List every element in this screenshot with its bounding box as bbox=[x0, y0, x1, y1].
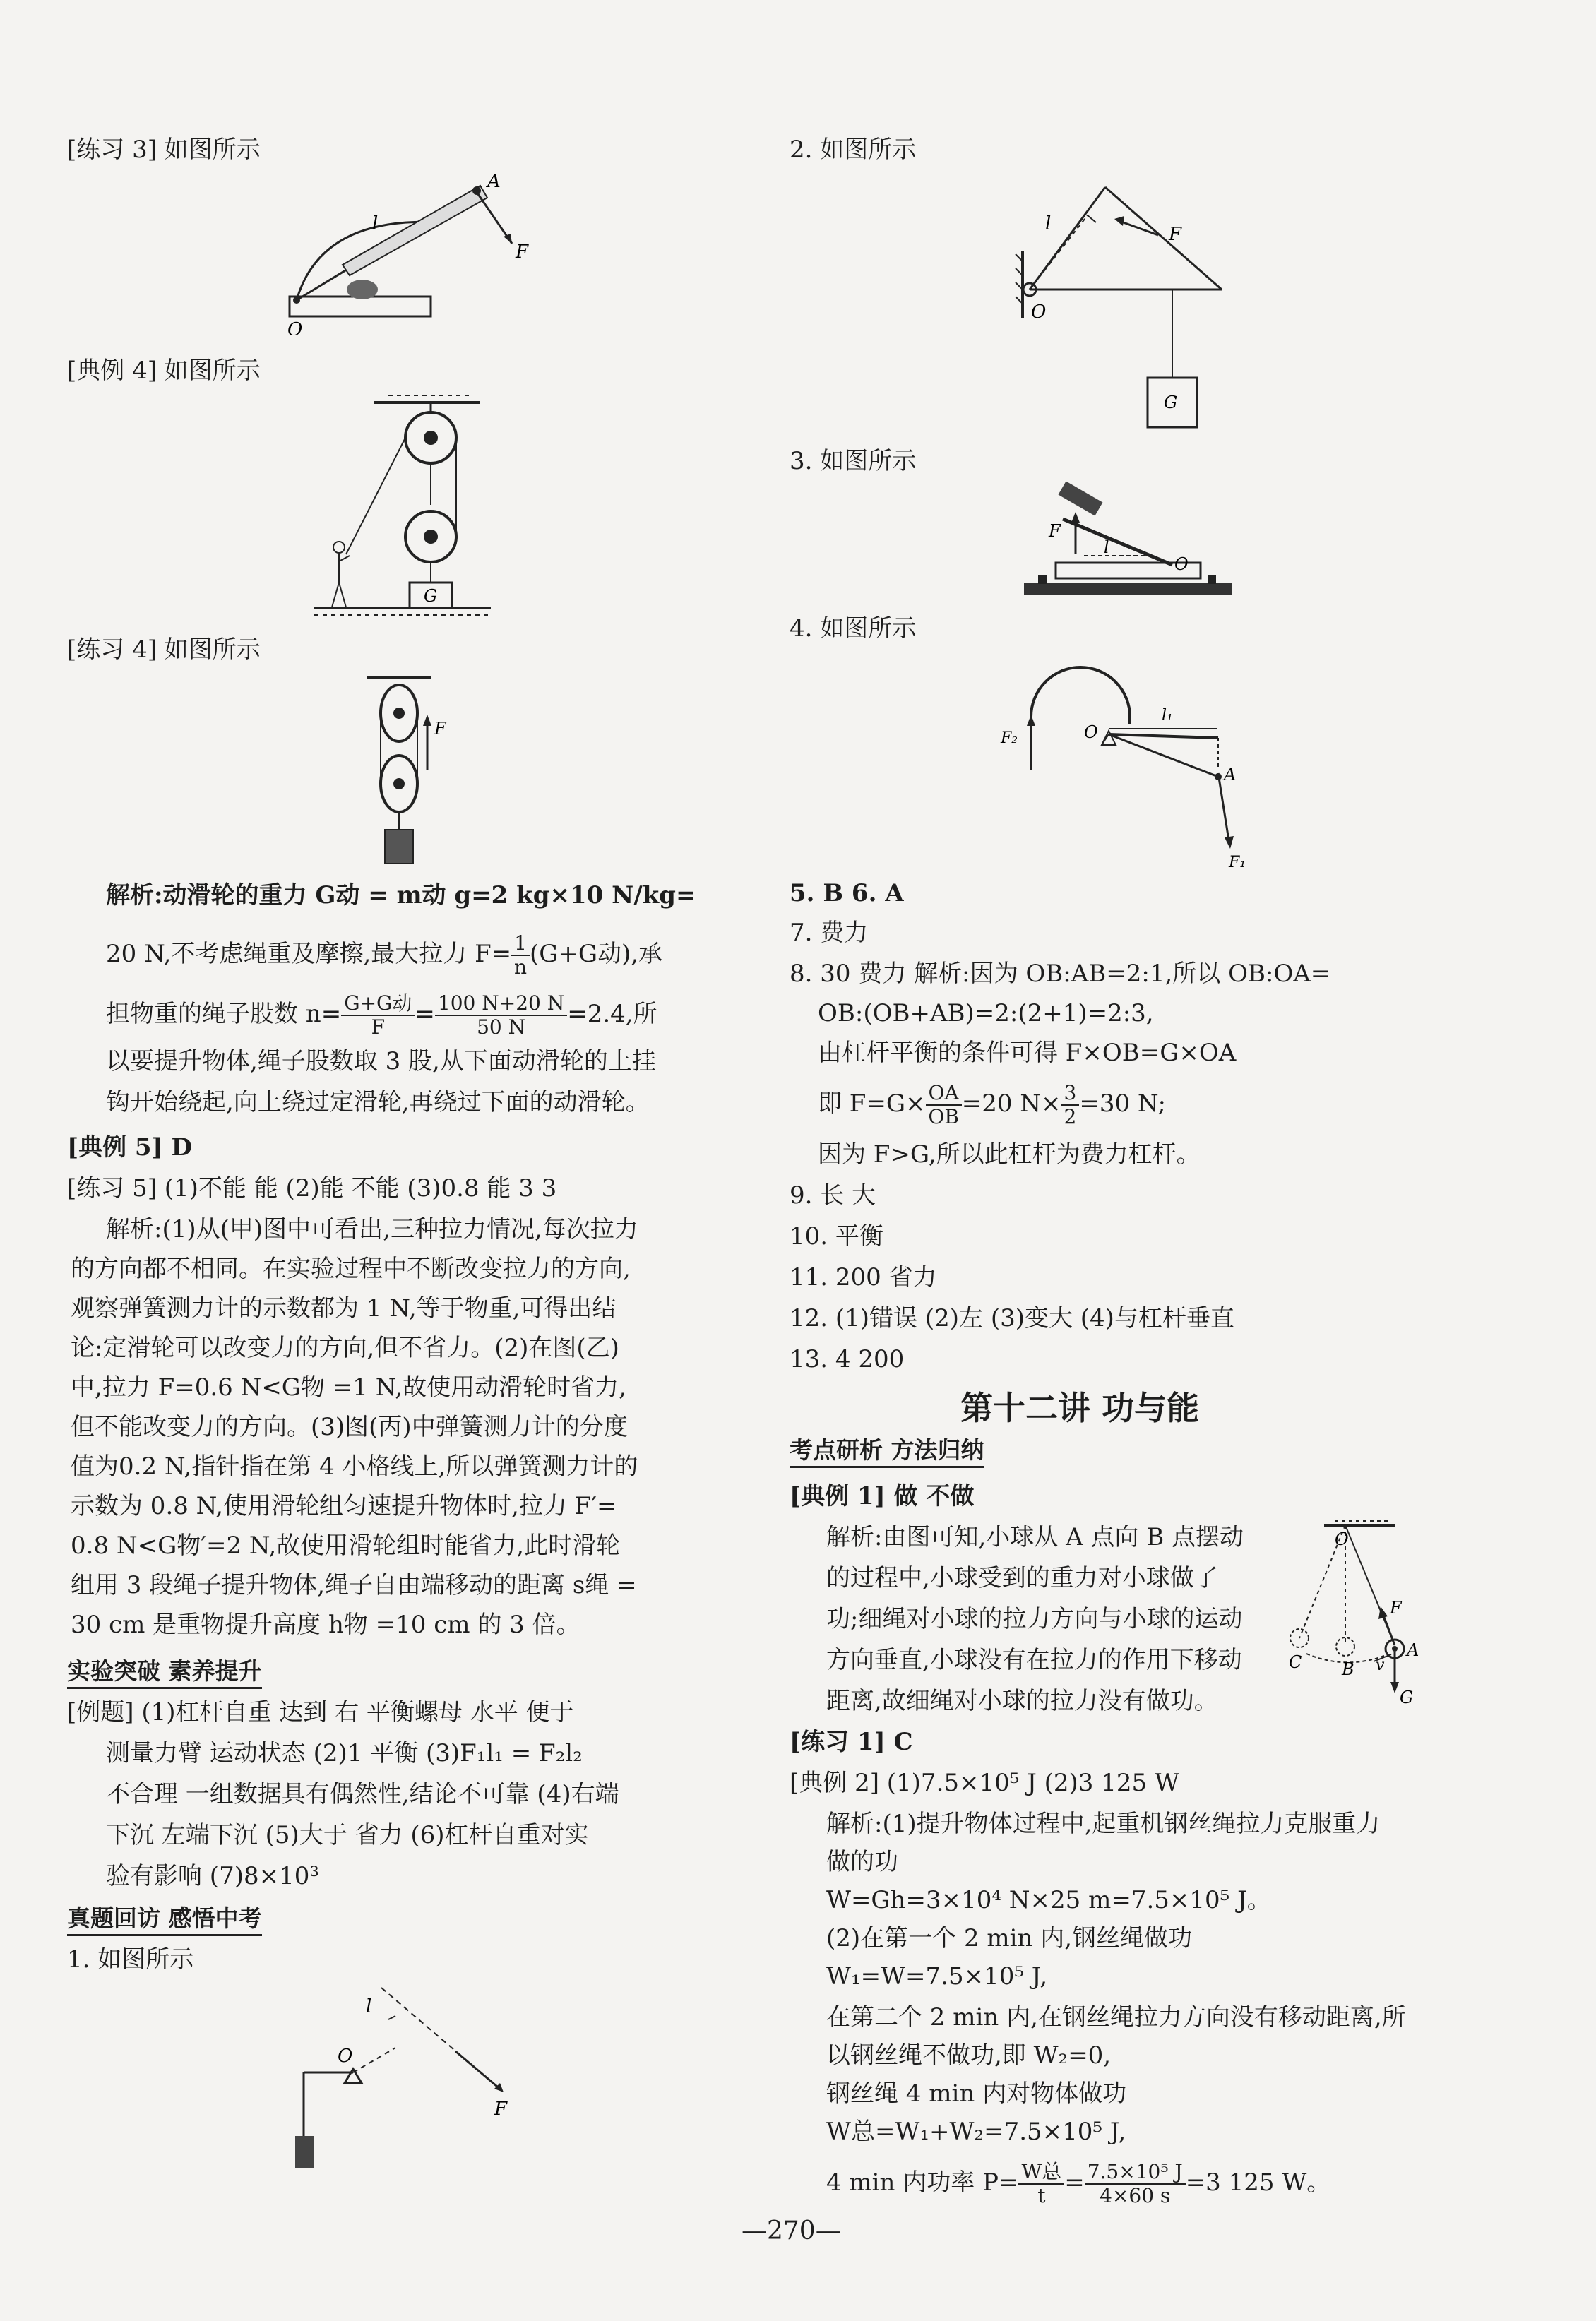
example-line: [例题] (1)杠杆自重 达到 右 平衡螺母 水平 便于 bbox=[67, 1698, 574, 1726]
analysis-power-line: (2)在第一个 2 min 内,钢丝绳做功 bbox=[826, 1924, 1193, 1952]
analysis-power-line: 在第二个 2 min 内,在钢丝绳拉力方向没有移动距离,所 bbox=[826, 2003, 1406, 2031]
analysis-pendulum-line: 功;细绳对小球的拉力方向与小球的运动 bbox=[826, 1605, 1243, 1633]
answer-8-line-5: 因为 F>G,所以此杠杆为费力杠杆。 bbox=[818, 1140, 1201, 1169]
fig-label-C: C bbox=[1289, 1652, 1302, 1672]
example-line: 测量力臂 运动状态 (2)1 平衡 (3)F₁l₁ = F₂l₂ bbox=[106, 1739, 583, 1767]
analysis-pendulum-line: 方向垂直,小球没有在拉力的作用下移动 bbox=[826, 1646, 1242, 1674]
figure-pulley-practice-4 bbox=[353, 671, 466, 876]
analysis-5-line: 值为0.2 N,指针指在第 4 小格线上,所以弹簧测力计的 bbox=[71, 1452, 638, 1481]
fig-label-l: l bbox=[372, 213, 379, 234]
fig-label-O: O bbox=[338, 2046, 353, 2067]
fig-label-F: F bbox=[1169, 224, 1182, 245]
answer-9: 9. 长 大 bbox=[790, 1181, 876, 1210]
section-heading-study: 考点研析 方法归纳 bbox=[790, 1435, 984, 1468]
analysis-power-line: 以钢丝绳不做功,即 W₂=0, bbox=[826, 2041, 1112, 2070]
figure-lever-question-3 bbox=[1020, 477, 1239, 611]
fraction-oa-over-ob: $\frac{OA}{OB}$ bbox=[926, 1082, 962, 1128]
analysis-4-line-2: 20 N,不考虑绳重及摩擦,最大拉力 F= $\frac{1}{n}$ (G+G动),承 bbox=[106, 931, 663, 979]
question-3-label: 3. 如图所示 bbox=[790, 447, 917, 475]
fig-label-l: l bbox=[1104, 537, 1109, 557]
analysis-5-line: 但不能改变力的方向。(3)图(丙)中弹簧测力计的分度 bbox=[71, 1413, 628, 1441]
section-heading-experiment: 实验突破 素养提升 bbox=[67, 1656, 262, 1689]
fig-label-A: A bbox=[1224, 765, 1237, 784]
figure-lever-question-1 bbox=[290, 1984, 523, 2175]
analysis-5-line: 解析:(1)从(甲)图中可看出,三种拉力情况,每次拉力 bbox=[106, 1215, 638, 1243]
fig-label-v: v bbox=[1376, 1657, 1385, 1674]
answer-13: 13. 4 200 bbox=[790, 1345, 905, 1373]
analysis-4-line-1: 解析:动滑轮的重力 G动 = m动 g=2 kg×10 N/kg= bbox=[106, 881, 696, 909]
fig-label-F: F bbox=[516, 241, 529, 263]
analysis-power-line: 钢丝绳 4 min 内对物体做功 bbox=[826, 2080, 1127, 2108]
fraction-3-over-2: $\frac{3}{2}$ bbox=[1061, 1082, 1080, 1128]
analysis-power-line: W₁=W=7.5×10⁵ J, bbox=[826, 1962, 1048, 1991]
fig-label-l: l bbox=[366, 1996, 372, 2017]
analysis-5-line: 中,拉力 F=0.6 N<G物 =1 N,故使用动滑轮时省力, bbox=[71, 1373, 626, 1402]
answer-8-line-4: 即 F=G× $\frac{OA}{OB}$ =20 N× $\frac{3}{2}$ =30 N; bbox=[818, 1081, 1166, 1128]
fig-label-F: F bbox=[1390, 1598, 1402, 1618]
analysis-5-line: 观察弹簧测力计的示数都为 1 N,等于物重,可得出结 bbox=[71, 1294, 617, 1323]
fraction-w-over-t: $\frac{\text{W总}}{t}$ bbox=[1018, 2161, 1064, 2207]
analysis-power-line: 解析:(1)提升物体过程中,起重机钢丝绳拉力克服重力 bbox=[826, 1810, 1381, 1838]
section-heading-review: 真题回访 感悟中考 bbox=[67, 1903, 262, 1936]
figure-pendulum bbox=[1285, 1518, 1427, 1709]
example-line: 验有影响 (7)8×10³ bbox=[106, 1862, 319, 1890]
figure-lever-practice-3 bbox=[279, 166, 554, 335]
figure-pulley-example-4 bbox=[311, 392, 494, 625]
analysis-pendulum-line: 的过程中,小球受到的重力对小球做了 bbox=[826, 1564, 1218, 1592]
fig-label-F1: F₁ bbox=[1229, 854, 1246, 871]
example-5-answer: [典例 5] D bbox=[67, 1133, 192, 1162]
analysis-5-line: 示数为 0.8 N,使用滑轮组匀速提升物体时,拉力 F′= bbox=[71, 1492, 617, 1520]
fig-label-l: l bbox=[1045, 213, 1052, 234]
chapter-title: 第十二讲 功与能 bbox=[960, 1389, 1200, 1427]
fig-label-F: F bbox=[494, 2099, 508, 2120]
example-line: 下沉 左端下沉 (5)大于 省力 (6)杠杆自重对实 bbox=[106, 1821, 589, 1849]
fig-label-l1: l₁ bbox=[1162, 707, 1173, 724]
fig-label-F: F bbox=[434, 719, 446, 739]
analysis-5-line: 论:定滑轮可以改变力的方向,但不省力。(2)在图(乙) bbox=[71, 1334, 619, 1362]
analysis-4-line-4: 以要提升物体,绳子股数取 3 股,从下面动滑轮的上挂 bbox=[106, 1047, 656, 1075]
figure-lever-question-2 bbox=[1010, 169, 1236, 438]
answer-12: 12. (1)错误 (2)左 (3)变大 (4)与杠杆垂直 bbox=[790, 1304, 1234, 1332]
fig-label-F2: F₂ bbox=[1001, 729, 1018, 747]
analysis-pendulum-line: 距离,故细绳对小球的拉力没有做功。 bbox=[826, 1687, 1218, 1715]
page-number: —270— bbox=[742, 2216, 841, 2245]
fraction-g-over-f: $\frac{\text{G+G动}}{F}$ bbox=[341, 992, 415, 1039]
label-example-4: [典例 4] 如图所示 bbox=[67, 357, 261, 385]
answer-8-line-2: OB:(OB+AB)=2:(2+1)=2:3, bbox=[818, 999, 1154, 1027]
question-1-label: 1. 如图所示 bbox=[67, 1945, 194, 1974]
fraction-power-numeric: $\frac{\text{7.5×10⁵ J}}{4\times 60 s}$ bbox=[1085, 2161, 1186, 2207]
fraction-numeric: $\frac{100 N+20 N}{50 N}$ bbox=[435, 992, 567, 1039]
fig-label-O: O bbox=[1084, 722, 1098, 742]
answers-5-6: 5. B 6. A bbox=[790, 879, 904, 907]
fig-label-G: G bbox=[1164, 393, 1178, 412]
analysis-power-line: W=Gh=3×10⁴ N×25 m=7.5×10⁵ J。 bbox=[826, 1886, 1271, 1914]
figure-lever-question-4 bbox=[992, 650, 1261, 876]
analysis-power-line: 4 min 内功率 P= $\frac{\text{W总}}{t}$ = $\frac{\text{7.5×10⁵ J}}{4\times 60 s}$ =3 125 W。 bbox=[826, 2160, 1331, 2207]
practice-1-answer: [练习 1] C bbox=[790, 1728, 913, 1756]
example-2-answer: [典例 2] (1)7.5×10⁵ J (2)3 125 W bbox=[790, 1769, 1179, 1797]
fig-label-O: O bbox=[287, 319, 303, 335]
fig-label-A: A bbox=[487, 171, 501, 192]
fig-label-F: F bbox=[1049, 521, 1061, 541]
analysis-pendulum-line: 解析:由图可知,小球从 A 点向 B 点摆动 bbox=[826, 1523, 1244, 1551]
analysis-power-line: W总=W₁+W₂=7.5×10⁵ J, bbox=[826, 2118, 1126, 2146]
label-practice-4: [练习 4] 如图所示 bbox=[67, 636, 261, 664]
fig-label-O: O bbox=[1335, 1529, 1349, 1549]
analysis-power-line: 做的功 bbox=[826, 1848, 898, 1876]
example-line: 不合理 一组数据具有偶然性,结论不可靠 (4)右端 bbox=[106, 1780, 619, 1808]
analysis-5-line: 组用 3 段绳子提升物体,绳子自由端移动的距离 s绳 = bbox=[71, 1571, 637, 1599]
label-practice-3: [练习 3] 如图所示 bbox=[67, 136, 261, 164]
analysis-4-line-5: 钩开始绕起,向上绕过定滑轮,再绕过下面的动滑轮。 bbox=[106, 1088, 650, 1116]
analysis-4-line-3: 担物重的绳子股数 n= $\frac{\text{G+G动}}{F}$ = $\frac{100 N+20 N}{50 N}$ =2.4,所 bbox=[106, 991, 657, 1039]
answer-10: 10. 平衡 bbox=[790, 1222, 883, 1251]
analysis-5-line: 0.8 N<G物′=2 N,故使用滑轮组时能省力,此时滑轮 bbox=[71, 1532, 621, 1560]
example-1-answer: [典例 1] 做 不做 bbox=[790, 1482, 975, 1510]
fig-label-O: O bbox=[1174, 554, 1189, 574]
analysis-5-line: 30 cm 是重物提升高度 h物 =10 cm 的 3 倍。 bbox=[71, 1611, 580, 1639]
fig-label-A: A bbox=[1407, 1640, 1419, 1660]
fig-label-B: B bbox=[1342, 1659, 1354, 1679]
answer-8-line-1: 8. 30 费力 解析:因为 OB:AB=2:1,所以 OB:OA= bbox=[790, 960, 1331, 988]
answer-7: 7. 费力 bbox=[790, 919, 869, 947]
analysis-5-line: 的方向都不相同。在实验过程中不断改变拉力的方向, bbox=[71, 1255, 631, 1283]
question-2-label: 2. 如图所示 bbox=[790, 136, 917, 164]
answer-11: 11. 200 省力 bbox=[790, 1263, 937, 1291]
fraction-1-over-n: $\frac{1}{n}$ bbox=[511, 932, 530, 979]
fig-label-O: O bbox=[1031, 302, 1047, 323]
answer-8-line-3: 由杠杆平衡的条件可得 F×OB=G×OA bbox=[818, 1039, 1237, 1067]
fig-label-G: G bbox=[424, 586, 438, 606]
fig-label-G: G bbox=[1400, 1688, 1414, 1707]
question-4-label: 4. 如图所示 bbox=[790, 614, 917, 643]
practice-5-answer: [练习 5] (1)不能 能 (2)能 不能 (3)0.8 能 3 3 bbox=[67, 1174, 557, 1203]
